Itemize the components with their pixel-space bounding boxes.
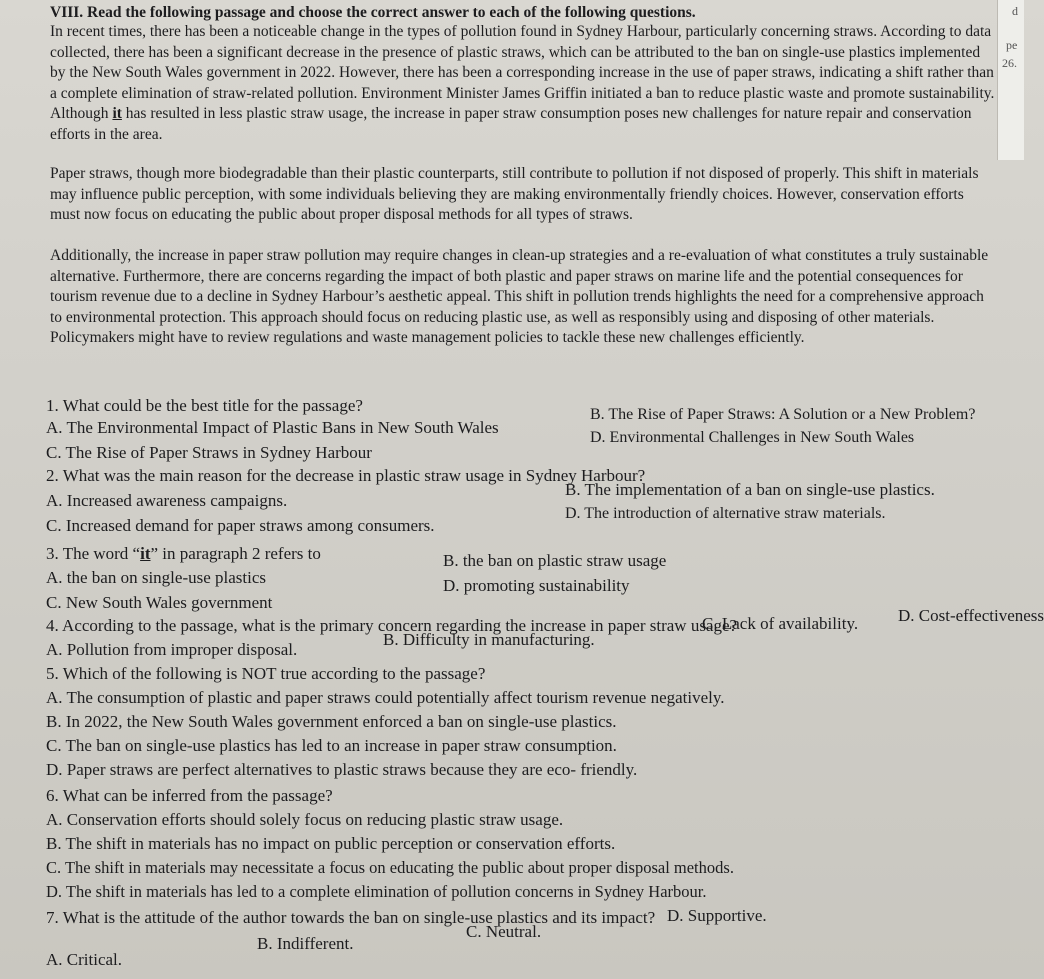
question-3-option-b[interactable]: B. the ban on plastic straw usage [443,551,667,570]
question-3-option-a[interactable]: A. the ban on single-use plastics [46,568,267,587]
passage-text: In recent times, there has been a noticeable change in the types of pollution found in Sydney Harbour, particularly concerning straws. According to data collected, there has been a significant decrease in the presence of plastic straws, which can be attributed to the ban on single-use plastics implemented by the New South Wales government in 2022. However, there has been a corresponding increase in the use of paper straws, indicating a shift rather than a complete elimination of straw-related pollution. Environment Minister James Griffin initiated a ban to reduce plastic waste and promote sustainability. Although [50,23,995,123]
question-6-stem: 6. What can be inferred from the passage? [46,786,333,805]
question-2-option-c[interactable]: C. Increased demand for paper straws among consumers. [46,516,435,535]
section-heading: VIII. Read the following passage and choose the correct answer to each of the following questions. [50,4,696,21]
question-6-option-a[interactable]: A. Conservation efforts should solely focus on reducing plastic straw usage. [46,810,564,829]
question-2-option-d[interactable]: D. The introduction of alternative straw materials. [565,505,886,522]
margin-note-1: d [1012,4,1018,18]
question-1-stem: 1. What could be the best title for the passage? [46,396,363,415]
adjacent-page-edge [997,0,1024,160]
question-4-option-b[interactable]: B. Difficulty in manufacturing. [383,630,595,649]
question-5-option-c[interactable]: C. The ban on single-use plastics has led to an increase in paper straw consumption. [46,736,617,755]
question-6-option-d[interactable]: D. The shift in materials has led to a complete elimination of pollution concerns in Sydney Harbour. [46,882,707,901]
passage-text: has resulted in less plastic straw usage, the increase in paper straw consumption poses new challenges for nature repair and conservation efforts in the area. [50,105,972,143]
underlined-word: it [140,544,151,563]
margin-note-2: pe [1006,38,1018,52]
question-5-option-b[interactable]: B. In 2022, the New South Wales government enforced a ban on single-use plastics. [46,712,617,731]
question-7-option-d[interactable]: D. Supportive. [667,906,767,925]
question-2-option-a[interactable]: A. Increased awareness campaigns. [46,491,288,510]
question-3-option-c[interactable]: C. New South Wales government [46,593,273,612]
question-6-option-c[interactable]: C. The shift in materials may necessitate a focus on educating the public about proper disposal methods. [46,858,734,877]
question-4-option-d[interactable]: D. Cost-effectiveness [898,606,1044,625]
question-4-option-a[interactable]: A. Pollution from improper disposal. [46,640,298,659]
passage-paragraph-2: Paper straws, though more biodegradable than their plastic counterparts, still contribute to pollution if not disposed of properly. This shift in materials may influence public perception, with some individuals believing they are making environmentally friendly choices. However, conservation efforts must now focus on educating the public about proper disposal methods for all types of straws. [50,165,979,224]
question-7-option-a[interactable]: A. Critical. [46,950,123,969]
passage-paragraph-1 [50,22,995,146]
question-7-stem: 7. What is the attitude of the author towards the ban on single-use plastics and its impact? [46,908,656,927]
underlined-word: it [112,105,122,123]
question-7-option-c[interactable]: C. Neutral. [466,922,542,941]
question-2-stem: 2. What was the main reason for the decrease in plastic straw usage in Sydney Harbour? [46,466,646,485]
question-1-option-d[interactable]: D. Environmental Challenges in New South Wales [590,429,915,446]
question-3-option-d[interactable]: D. promoting sustainability [443,576,630,595]
question-5-option-d[interactable]: D. Paper straws are perfect alternatives to plastic straws because they are eco- friendly. [46,760,638,779]
question-text: 3. The word “ [46,544,141,563]
question-6-option-b[interactable]: B. The shift in materials has no impact on public perception or conservation efforts. [46,834,616,853]
question-2-option-b[interactable]: B. The implementation of a ban on single-use plastics. [565,480,935,499]
question-1-option-b[interactable]: B. The Rise of Paper Straws: A Solution or a New Problem? [590,406,976,423]
question-4-option-c[interactable]: C. Lack of availability. [702,614,859,633]
question-4-stem: 4. According to the passage, what is the primary concern regarding the increase in paper straw usage? [46,616,738,635]
passage-paragraph-3: Additionally, the increase in paper straw pollution may require changes in clean-up strategies and a re-evaluation of what constitutes a truly sustainable alternative. Furthermore, there are concerns regarding the impact of both plastic and paper straws on marine life and the potential consequences for tourism revenue due to a decline in Sydney Harbour’s aesthetic appeal. This shift in pollution trends highlights the need for a comprehensive approach to environmental protection. This approach should focus on reducing plastic use, as well as responsibly using and disposing of other materials. Policymakers might have to review regulations and waste management policies to tackle these new challenges efficiently. [50,247,989,347]
question-5-option-a[interactable]: A. The consumption of plastic and paper straws could potentially affect tourism revenue negatively. [46,688,725,707]
question-7-option-b[interactable]: B. Indifferent. [257,934,354,953]
question-3-stem [46,544,321,564]
question-1-option-a[interactable]: A. The Environmental Impact of Plastic Bans in New South Wales [46,418,499,437]
margin-note-3: 26. [1002,56,1017,70]
question-5-stem: 5. Which of the following is NOT true according to the passage? [46,664,486,683]
question-1-option-c[interactable]: C. The Rise of Paper Straws in Sydney Harbour [46,443,372,462]
question-text: ” in paragraph 2 refers to [150,544,321,563]
